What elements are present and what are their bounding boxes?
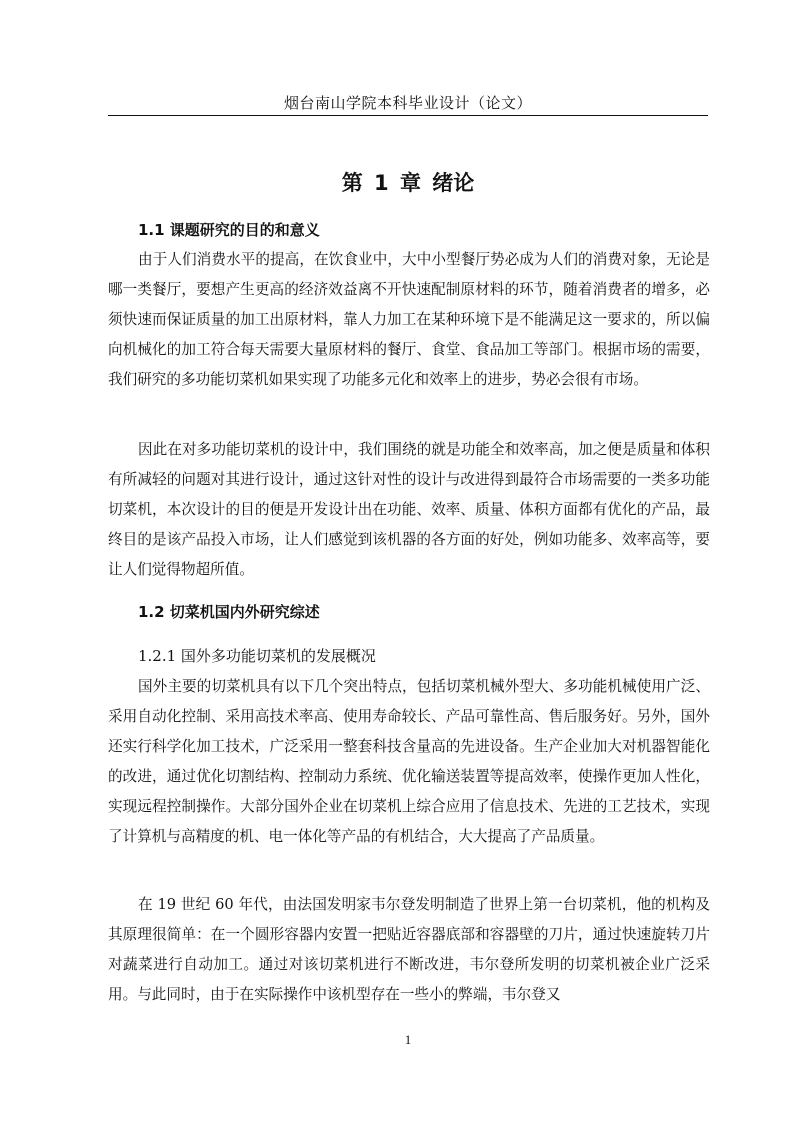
paragraph-1-2-1-b: 在 19 世纪 60 年代，由法国发明家韦尔登发明制造了世界上第一台切菜机，他的机构及其原理很简单：在一个圆形容器内安置一把贴近容器底部和容器壁的刀片，通过快速旋转刀片对蔬菜进行自动加工。通过对该切菜机进行不断改进，韦尔登所发明的切菜机被企业广泛采用。与此同时，由于在实际操作中该机型存在一些小的弊端，韦尔登又 xyxy=(108,896,710,1003)
subsection-heading-1-2-1: 1.2.1 国外多功能切菜机的发展概况 xyxy=(138,647,376,665)
section-heading-1-2: 1.2 切菜机国内外研究综述 xyxy=(138,603,320,621)
paragraph-1-1-a: 由于人们消费水平的提高，在饮食业中，大中小型餐厅势必成为人们的消费对象，无论是哪一类餐厅，要想产生更高的经济效益离不开快速配制原材料的环节，随着消费者的增多，必须快速而保证质量的加工出原材料，靠人力加工在某种环境下是不能满足这一要求的，所以偏向机械化的加工符合每天需要大量原材料的餐厅、食堂、食品加工等部门。根据市场的需要，我们研究的多功能切菜机如果实现了功能多元化和效率上的进步，势必会很有市场。 xyxy=(108,251,710,388)
page-number: 1 xyxy=(404,1032,412,1047)
header-divider xyxy=(108,115,708,116)
paragraph-1-2-1-a: 国外主要的切菜机具有以下几个突出特点，包括切菜机械外型大、多功能机械使用广泛、采用自动化控制、采用高技术率高、使用寿命较长、产品可靠性高、售后服务好。另外，国外还实行科学化加工技术，广泛采用一整套科技含量高的先进设备。生产企业加大对机器智能化的改进，通过优化切割结构、控制动力系统、优化输送装置等提高效率，使操作更加人性化，实现远程控制操作。大部分国外企业在切菜机上综合应用了信息技术、先进的工艺技术，实现了计算机与高精度的机、电一体化等产品的有机结合，大大提高了产品质量。 xyxy=(108,678,710,845)
running-header: 烟台南山学院本科毕业设计（论文） xyxy=(283,94,532,112)
section-heading-1-1: 1.1 课题研究的目的和意义 xyxy=(138,221,320,239)
paragraph-1-1-b: 因此在对多功能切菜机的设计中，我们围绕的就是功能全和效率高，加之便是质量和体积有所减轻的问题对其进行设计，通过这针对性的设计与改进得到最符合市场需要的一类多功能切菜机，本次设计的目的便是开发设计出在功能、效率、质量、体积方面都有优化的产品，最终目的是该产品投入市场，让人们感觉到该机器的各方面的好处，例如功能多、效率高等，要让人们觉得物超所值。 xyxy=(108,441,710,578)
chapter-title: 第 1 章 绪论 xyxy=(341,171,475,195)
